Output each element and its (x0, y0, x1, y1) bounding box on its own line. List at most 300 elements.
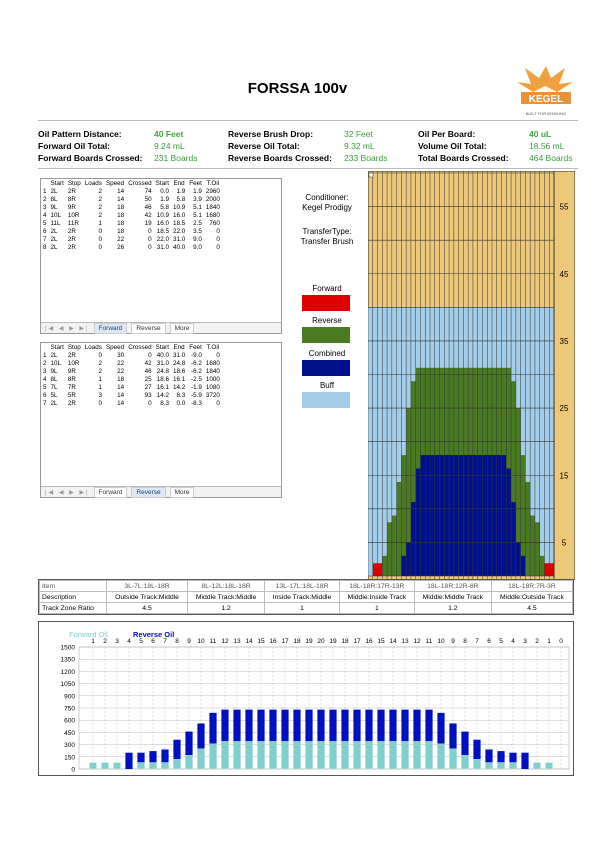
reverse-table-row[interactable] (41, 351, 222, 359)
forward-table-header: Stop (67, 179, 81, 187)
table-cell[interactable]: 0 (216, 351, 220, 359)
table-cell[interactable]: 0.0 (160, 187, 169, 195)
reverse-oil-bar (125, 753, 132, 769)
table-cell[interactable]: 46 (144, 203, 152, 211)
forward-oil-bar (545, 762, 552, 769)
ratio-table-cell: Track Zone Ratio (40, 603, 107, 614)
table-cell[interactable]: 14 (117, 195, 125, 203)
forward-table-row[interactable] (41, 219, 222, 227)
ratio-table-cell: 1.2 (414, 603, 491, 614)
table-cell[interactable]: 2L (50, 243, 58, 251)
reverse-table-row[interactable] (41, 359, 222, 367)
table-cell[interactable]: 2 (98, 195, 102, 203)
table-cell[interactable]: 19 (144, 219, 152, 227)
table-cell[interactable]: 0 (216, 243, 220, 251)
table-cell[interactable]: -5.9 (190, 391, 202, 399)
table-cell[interactable]: 3720 (205, 391, 220, 399)
table-cell[interactable]: 0 (216, 227, 220, 235)
transfer-value: Transfer Brush (300, 237, 354, 246)
table-cell[interactable]: 0 (148, 399, 152, 407)
y-tick-label: 300 (64, 742, 75, 750)
table-cell[interactable]: 2R (67, 187, 76, 195)
x-tick-label: 7 (475, 638, 479, 645)
combined-oil-bar (454, 455, 459, 576)
table-cell[interactable]: 22 (117, 359, 125, 367)
table-cell[interactable]: 8.3 (176, 391, 186, 399)
combined-oil-bar (473, 455, 478, 576)
table-cell[interactable]: 16.0 (172, 211, 186, 219)
table-cell[interactable]: 9L (50, 367, 58, 375)
x-tick-label: 1 (91, 638, 95, 645)
conditioner-value: Kegel Prodigy (302, 203, 352, 212)
y-tick-label: 1200 (60, 668, 75, 676)
table-cell[interactable]: 5.1 (193, 211, 202, 219)
x-tick-label: 18 (293, 638, 301, 645)
combined-oil-bar (478, 455, 483, 576)
feet-label: 5 (561, 538, 567, 548)
table-cell[interactable]: 5R (67, 391, 76, 399)
forward-table-header: Start (50, 179, 64, 187)
forward-oil-bar (257, 741, 264, 769)
transfer-info (292, 227, 362, 247)
combined-oil-bar (516, 542, 521, 576)
table-cell[interactable]: 2 (43, 195, 47, 203)
forward-oil-bar (378, 563, 383, 576)
table-cell[interactable]: 30 (117, 351, 125, 359)
table-cell[interactable]: 8R (67, 195, 76, 203)
table-cell[interactable]: 0 (98, 227, 102, 235)
forward-oil-bar (221, 741, 228, 769)
forward-oil-bar (293, 741, 300, 769)
table-cell[interactable]: 6 (43, 391, 47, 399)
table-cell[interactable]: 16.1 (156, 383, 169, 391)
table-cell[interactable]: 22.0 (156, 235, 169, 243)
table-cell[interactable]: 0 (98, 243, 102, 251)
forward-oil-bar (161, 762, 168, 769)
table-cell[interactable]: -8.3 (190, 399, 202, 407)
forward-oil-bar (485, 762, 492, 769)
table-cell[interactable]: 18 (117, 375, 125, 383)
table-cell[interactable]: 9L (50, 203, 58, 211)
table-cell[interactable]: 2R (67, 351, 76, 359)
table-cell[interactable]: 4 (43, 375, 47, 383)
info-label: Forward Oil Total: (38, 141, 111, 151)
table-cell[interactable]: 8 (43, 243, 47, 251)
table-cell[interactable]: 24.8 (156, 367, 169, 375)
reverse-table-header: T.Oil (206, 343, 220, 351)
reverse-table[interactable] (40, 342, 282, 498)
table-cell[interactable]: 22 (117, 235, 125, 243)
table-cell[interactable]: 8L (50, 195, 58, 203)
table-cell[interactable]: 22.0 (172, 227, 186, 235)
forward-oil-bar (449, 749, 456, 769)
forward-oil-bar (389, 741, 396, 769)
info-value: 233 Boards (344, 153, 388, 163)
oil-bar-chart-svg (39, 622, 573, 775)
tab-forward[interactable]: Forward (94, 323, 128, 334)
tab-reverse[interactable]: Reverse (131, 487, 165, 498)
x-tick-label: 5 (139, 638, 143, 645)
y-tick-label: 1050 (60, 681, 75, 689)
table-cell[interactable]: 0 (148, 351, 152, 359)
ratio-table-cell: 4.5 (491, 603, 572, 614)
combined-oil-bar (487, 455, 492, 576)
table-cell[interactable]: 10L (50, 211, 62, 219)
table-cell[interactable]: 3 (98, 391, 102, 399)
x-tick-label: 12 (221, 638, 229, 645)
tab-forward[interactable]: Forward (94, 487, 128, 498)
table-cell[interactable]: 22 (117, 367, 125, 375)
x-tick-label: 17 (281, 638, 289, 645)
table-cell[interactable]: 2R (67, 227, 76, 235)
feet-label: 35 (559, 336, 569, 346)
table-cell[interactable]: 1680 (205, 359, 220, 367)
ratio-table-cell: 18L-18R:17R-13R (339, 581, 414, 592)
forward-table-row[interactable] (41, 235, 222, 243)
x-tick-label: 2 (103, 638, 107, 645)
sheet-nav-arrows[interactable]: |◀ ◀ ▶ ▶| (45, 489, 90, 496)
kegel-logo (515, 62, 577, 120)
info-label: Oil Per Board: (418, 129, 476, 139)
forward-oil-bar (317, 741, 324, 769)
table-cell[interactable]: 18 (117, 227, 125, 235)
table-cell[interactable]: 2960 (205, 187, 220, 195)
forward-table-row[interactable] (41, 195, 222, 203)
table-cell[interactable]: 5L (50, 391, 58, 399)
tab-reverse[interactable]: Reverse (131, 323, 165, 334)
table-cell[interactable]: -1.9 (190, 383, 202, 391)
table-cell[interactable]: -9.0 (190, 351, 202, 359)
table-cell[interactable]: 42 (144, 359, 152, 367)
table-cell[interactable]: 2 (98, 187, 102, 195)
forward-table-row[interactable] (41, 243, 222, 251)
table-cell[interactable]: 1.9 (193, 187, 202, 195)
table-cell[interactable]: 5.8 (160, 203, 169, 211)
track-zone-table (38, 579, 574, 615)
table-cell[interactable]: 10L (50, 359, 62, 367)
table-cell[interactable]: 760 (209, 219, 220, 227)
table-cell[interactable]: 7 (43, 235, 47, 243)
table-cell[interactable]: 1 (98, 383, 102, 391)
table-cell[interactable]: 2L (50, 235, 58, 243)
table-cell[interactable]: 0 (148, 243, 152, 251)
table-cell[interactable]: 40.0 (172, 243, 186, 251)
sheet-nav-arrows[interactable]: |◀ ◀ ▶ ▶| (45, 325, 90, 332)
table-cell[interactable]: 31.0 (172, 351, 186, 359)
table-cell[interactable]: 27 (144, 383, 152, 391)
legend-forward-oil: Forward Oil (69, 630, 108, 639)
table-cell[interactable]: 1840 (205, 367, 220, 375)
table-cell[interactable]: 50 (144, 195, 152, 203)
table-cell[interactable]: 0 (98, 235, 102, 243)
table-cell[interactable]: 0 (216, 399, 220, 407)
table-cell[interactable]: 2R (67, 399, 76, 407)
table-cell[interactable]: 14 (117, 383, 125, 391)
tab-more[interactable]: More (170, 487, 195, 498)
table-cell[interactable]: 3.5 (193, 227, 202, 235)
table-cell[interactable]: 0 (216, 235, 220, 243)
combined-oil-bar (497, 455, 502, 576)
table-cell[interactable]: 18 (117, 203, 125, 211)
info-value: 40 uL (529, 129, 552, 139)
forward-oil-bar (473, 759, 480, 769)
forward-oil-bar (509, 762, 516, 769)
ratio-table-cell: 1 (265, 603, 340, 614)
info-value: 9.32 mL (344, 141, 375, 151)
forward-oil-bar (544, 563, 549, 576)
table-cell[interactable]: -6.2 (190, 367, 202, 375)
table-cell[interactable]: 31.0 (156, 243, 169, 251)
table-cell[interactable]: 18.5 (172, 219, 186, 227)
info-label: Forward Boards Crossed: (38, 153, 143, 163)
combined-oil-bar (468, 455, 473, 576)
table-cell[interactable]: 8.3 (160, 399, 169, 407)
reverse-oil-bar (392, 516, 397, 576)
table-cell[interactable]: 6 (43, 227, 47, 235)
forward-oil-bar (89, 762, 96, 769)
forward-table-header: Loads (84, 179, 102, 187)
table-cell[interactable]: 18.6 (156, 375, 169, 383)
combined-oil-bar (416, 469, 421, 576)
table-cell[interactable]: 3 (43, 203, 47, 211)
table-cell[interactable]: 31.0 (172, 235, 186, 243)
x-tick-label: 11 (425, 638, 433, 645)
forward-oil-bar (461, 755, 468, 769)
forward-oil-bar (197, 749, 204, 769)
table-cell[interactable]: 5.8 (176, 195, 186, 203)
table-cell[interactable]: 1840 (205, 203, 220, 211)
table-cell[interactable]: 14 (117, 187, 125, 195)
reverse-table-row[interactable] (41, 375, 222, 383)
x-tick-label: 2 (535, 638, 539, 645)
forward-table-header: Crossed (128, 179, 152, 187)
table-cell[interactable]: 2L (50, 351, 58, 359)
forward-oil-bar (377, 741, 384, 769)
reverse-table-row[interactable] (41, 367, 222, 375)
conditioner-label: Conditioner: (305, 193, 349, 202)
table-cell[interactable]: 2 (98, 203, 102, 211)
forward-oil-bar (269, 741, 276, 769)
reverse-table-row[interactable] (41, 391, 222, 399)
forward-table-row[interactable] (41, 211, 222, 219)
x-tick-label: 16 (269, 638, 277, 645)
info-value: 231 Boards (154, 153, 198, 163)
table-cell[interactable]: 26 (117, 243, 125, 251)
table-cell[interactable]: -2.5 (190, 375, 202, 383)
x-tick-label: 13 (233, 638, 241, 645)
corner-marker (369, 173, 373, 177)
table-cell[interactable]: 0 (148, 227, 152, 235)
table-cell[interactable]: 0 (98, 351, 102, 359)
reverse-table-row[interactable] (41, 383, 222, 391)
table-cell[interactable]: 5 (43, 219, 47, 227)
logo-tagline: BUILT FOR BOWLING (525, 111, 567, 116)
page-title: FORSSA 100v (247, 80, 348, 97)
table-cell[interactable]: 11R (67, 219, 79, 227)
table-cell[interactable]: 10.9 (172, 203, 186, 211)
table-cell[interactable]: 2 (43, 359, 47, 367)
x-tick-label: 11 (209, 638, 217, 645)
table-cell[interactable]: 10R (67, 359, 80, 367)
info-divider (38, 168, 578, 169)
info-value: 9.24 mL (154, 141, 185, 151)
reverse-table-header: Speed (105, 343, 125, 351)
x-tick-label: 14 (389, 638, 397, 645)
combined-oil-bar (502, 455, 507, 576)
combined-oil-bar (406, 542, 411, 576)
table-cell[interactable]: 1.9 (160, 195, 169, 203)
y-tick-label: 450 (64, 729, 75, 737)
table-cell[interactable]: 5 (43, 383, 47, 391)
forward-table-row[interactable] (41, 187, 222, 195)
table-cell[interactable]: 10.9 (156, 211, 169, 219)
ratio-table-cell: 4.5 (106, 603, 187, 614)
table-cell[interactable]: 46 (144, 367, 152, 375)
table-cell[interactable]: 8L (50, 375, 58, 383)
table-cell[interactable]: 16.0 (156, 219, 169, 227)
table-cell[interactable]: 2000 (205, 195, 220, 203)
ratio-table-cell: Outside Track:Middle (106, 592, 187, 603)
reverse-oil-bar (535, 522, 540, 576)
y-tick-label: 150 (64, 754, 75, 762)
y-tick-label: 1350 (60, 656, 75, 664)
legend-forward-swatch (302, 295, 350, 311)
table-cell[interactable]: 2L (50, 227, 58, 235)
table-cell[interactable]: 3.9 (193, 195, 202, 203)
table-cell[interactable]: 1 (98, 219, 102, 227)
forward-oil-bar (113, 762, 120, 769)
table-cell[interactable]: 1080 (205, 383, 220, 391)
forward-table-row[interactable] (41, 227, 222, 235)
reverse-table-row[interactable] (41, 399, 222, 407)
table-cell[interactable]: 2R (67, 235, 76, 243)
x-tick-label: 18 (341, 638, 349, 645)
table-cell[interactable]: 2L (50, 187, 58, 195)
x-tick-label: 4 (511, 638, 515, 645)
x-tick-label: 1 (547, 638, 551, 645)
x-tick-label: 9 (187, 638, 191, 645)
reverse-table-grid (41, 343, 222, 407)
table-cell[interactable]: 93 (144, 391, 152, 399)
x-tick-label: 8 (175, 638, 179, 645)
table-cell[interactable]: 9.0 (193, 235, 202, 243)
table-cell[interactable]: 1000 (205, 375, 220, 383)
table-cell[interactable]: 2L (50, 399, 58, 407)
table-cell[interactable]: 4 (43, 211, 47, 219)
info-label: Volume Oil Total: (418, 141, 487, 151)
combined-oil-bar (425, 455, 430, 576)
table-cell[interactable]: 16.1 (172, 375, 186, 383)
forward-table-header: End (173, 179, 185, 187)
table-cell[interactable]: 10R (67, 211, 80, 219)
table-cell[interactable]: 2.5 (193, 219, 202, 227)
table-cell[interactable]: 2 (98, 367, 102, 375)
x-tick-label: 17 (353, 638, 361, 645)
table-cell[interactable]: 14.2 (156, 391, 169, 399)
table-cell[interactable]: 9R (67, 203, 76, 211)
table-cell[interactable]: 14.2 (172, 383, 186, 391)
combined-oil-bar (411, 502, 416, 576)
forward-oil-bar (341, 741, 348, 769)
table-cell[interactable]: 74 (144, 187, 152, 195)
table-cell[interactable]: 1.9 (176, 187, 186, 195)
table-cell[interactable]: 18.6 (172, 367, 186, 375)
x-tick-label: 10 (197, 638, 205, 645)
table-cell[interactable]: 11L (50, 219, 61, 227)
x-tick-label: 3 (523, 638, 527, 645)
table-cell[interactable]: 0 (148, 235, 152, 243)
table-cell[interactable]: 9.0 (193, 243, 202, 251)
info-label: Total Boards Crossed: (418, 153, 509, 163)
tab-more[interactable]: More (170, 323, 195, 334)
table-cell[interactable]: 24.8 (172, 359, 186, 367)
table-cell[interactable]: 40.0 (156, 351, 169, 359)
table-cell[interactable]: 14 (117, 391, 125, 399)
forward-table-row[interactable] (41, 203, 222, 211)
forward-table-header: Start (155, 179, 169, 187)
table-cell[interactable]: 5.1 (193, 203, 202, 211)
table-cell[interactable]: 18 (117, 219, 125, 227)
table-cell[interactable]: 25 (144, 375, 152, 383)
combined-oil-bar (449, 455, 454, 576)
table-cell[interactable]: 2 (98, 359, 102, 367)
table-cell[interactable]: 7L (50, 383, 58, 391)
table-cell[interactable]: 9R (67, 367, 76, 375)
forward-table-tabs (41, 322, 281, 333)
table-cell[interactable]: 42 (144, 211, 152, 219)
legend-reverse-swatch (302, 327, 350, 343)
table-cell[interactable]: 1 (98, 375, 102, 383)
table-cell[interactable]: 0.0 (176, 399, 186, 407)
table-cell[interactable]: 18 (117, 211, 125, 219)
x-tick-label: 8 (463, 638, 467, 645)
x-tick-label: 3 (115, 638, 119, 645)
combined-oil-bar (440, 455, 445, 576)
feet-label: 45 (559, 269, 569, 279)
forward-oil-bar (425, 741, 432, 769)
table-cell[interactable]: 14 (117, 399, 125, 407)
combined-oil-bar (430, 455, 435, 576)
table-cell[interactable]: 8R (67, 375, 76, 383)
table-cell[interactable]: 7 (43, 399, 47, 407)
table-cell[interactable]: 3 (43, 367, 47, 375)
combined-oil-bar (492, 455, 497, 576)
table-cell[interactable]: 1 (43, 351, 47, 359)
table-cell[interactable]: -6.2 (190, 359, 202, 367)
ratio-table-cell: Middle:Outside Track (491, 592, 572, 603)
table-cell[interactable]: 31.0 (156, 359, 169, 367)
reverse-table-tabs (41, 486, 281, 497)
combined-oil-bar (482, 455, 487, 576)
table-cell[interactable]: 18.5 (156, 227, 169, 235)
ratio-table-cell: 1.2 (188, 603, 265, 614)
ratio-table-cell: Middle:Inside Track (339, 592, 414, 603)
info-label: Reverse Oil Total: (228, 141, 300, 151)
table-cell[interactable]: 2R (67, 243, 76, 251)
table-cell[interactable]: 1 (43, 187, 47, 195)
table-cell[interactable]: 1680 (205, 211, 220, 219)
forward-oil-bar (209, 744, 216, 769)
reverse-table-header: Start (155, 343, 169, 351)
forward-oil-bar (173, 759, 180, 769)
table-cell[interactable]: 2 (98, 211, 102, 219)
info-label: Reverse Brush Drop: (228, 129, 314, 139)
combined-oil-bar (459, 455, 464, 576)
forward-table[interactable] (40, 178, 282, 334)
table-cell[interactable]: 0 (98, 399, 102, 407)
combined-oil-bar (463, 455, 468, 576)
table-cell[interactable]: 7R (67, 383, 76, 391)
